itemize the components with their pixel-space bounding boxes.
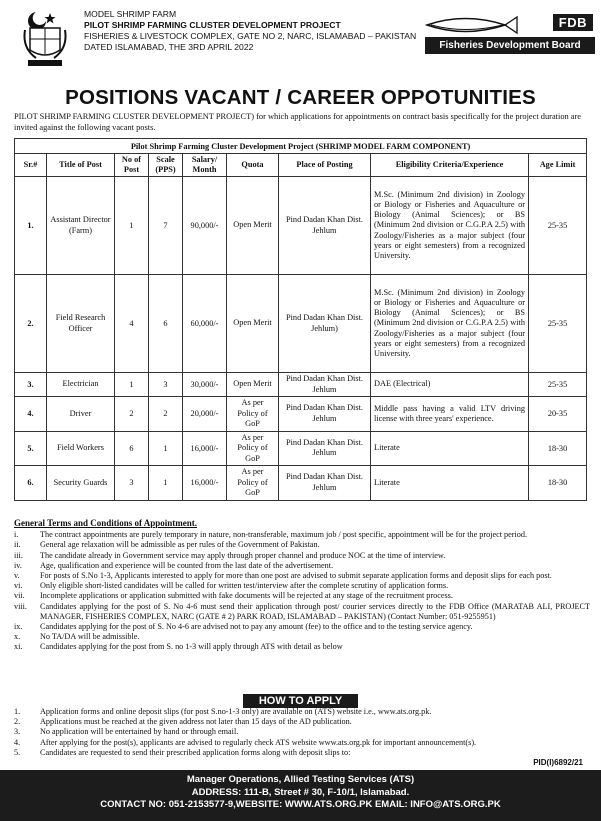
terms-item <box>14 581 590 591</box>
cell-elig: M.Sc. (Minimum 2nd division) in Zoology or Biology or Fisheries and Aquaculture or Biology (Animal Sciences); or BS (Minimum 2nd division or C.G.P.A 2.5) with Zoology/Fisheries as a major subject (four years or eight semesters) from a recognized University. <box>371 177 529 275</box>
how-to-apply-text: Applications must be reached at the given address not later than 15 days of the AD publication. <box>40 717 352 727</box>
cell-age: 18-30 <box>529 431 587 466</box>
how-to-apply-number: 1. <box>14 707 21 716</box>
header-line-4: DATED ISLAMABAD, THE 3RD APRIL 2022 <box>84 42 254 52</box>
table-header-row <box>15 154 587 177</box>
cell-posts: 1 <box>115 177 149 275</box>
terms-item <box>14 642 590 652</box>
header-line-1: MODEL SHRIMP FARM <box>84 9 177 19</box>
terms-item-text: Age, qualification and experience will be counted from the last date of the advertisement. <box>40 560 334 570</box>
cell-elig: Middle pass having a valid LTV driving license with three years' experience. <box>371 397 529 432</box>
cell-sr: 5. <box>15 431 47 466</box>
table-row <box>15 466 587 501</box>
cell-sr: 1. <box>15 177 47 275</box>
government-emblem-icon <box>22 8 68 68</box>
cell-place: Pind Dadan Khan Dist. Jehlum <box>279 373 371 397</box>
terms-item-text: Only eligible short-listed candidates will be called for written test/interview after the complete scrutiny of application forms. <box>40 581 449 591</box>
table-header-cell: Eligibility Criteria/Experience <box>371 154 529 177</box>
how-to-apply-heading: HOW TO APPLY <box>243 694 358 708</box>
how-to-apply-number: 4. <box>14 737 21 747</box>
cell-posts: 4 <box>115 275 149 373</box>
terms-item-text: Candidates applying for the post of S. No 4-6 must send their application through post/ courier services directly to the FDB Office (MARATAB ALI, PROJECT MANAGER, FISHERIES COMPLEX, NARC (GATE # 2) PARK ROAD, ISLAMABAD – PAKISTAN) (Contact Number: 051-9255951) <box>40 601 590 621</box>
table-row <box>15 397 587 432</box>
table-header-cell: Place of Posting <box>279 154 371 177</box>
vacancy-table <box>14 138 587 501</box>
terms-item-text: Candidates applying for the post of S. No 4-6 are advised not to pay any amount (fee) to the office and to the testing service agency. <box>40 622 473 632</box>
cell-elig: Literate <box>371 431 529 466</box>
cell-salary: 60,000/- <box>183 275 227 373</box>
header-line-2: PILOT SHRIMP FARMING CLUSTER DEVELOPMENT PROJECT <box>84 20 341 30</box>
cell-age: 20-35 <box>529 397 587 432</box>
table-header-cell: Sr.# <box>15 154 47 177</box>
terms-item-number: ii. <box>14 540 21 550</box>
how-to-apply-text: Candidates are requested to send their prescribed application forms along with deposit slips to: <box>40 747 351 757</box>
header <box>0 0 601 80</box>
cell-salary: 20,000/- <box>183 397 227 432</box>
page-title: POSITIONS VACANT / CAREER OPPOTUNITIES <box>65 86 536 109</box>
cell-salary: 30,000/- <box>183 373 227 397</box>
terms-item <box>14 540 590 550</box>
cell-scale: 2 <box>149 397 183 432</box>
terms-item-text: For posts of S.No 1-3, Applicants interested to apply for more than one post are advised to submit separate application forms and deposit slips for each post. <box>40 571 552 581</box>
terms-item <box>14 622 590 632</box>
terms-item-text: The contract appointments are purely temporary in nature, non-transferable, maximum job / post specific, appointment will be for the project period. <box>40 530 528 540</box>
terms-item <box>14 530 590 540</box>
terms-heading: General Terms and Conditions of Appointment. <box>14 518 198 528</box>
cell-age: 25-35 <box>529 275 587 373</box>
how-to-apply-item <box>14 707 590 717</box>
cell-quota: Open Merit <box>227 177 279 275</box>
cell-elig: DAE (Electrical) <box>371 373 529 397</box>
cell-quota: Open Merit <box>227 275 279 373</box>
footer-line-3: CONTACT NO: 051-2153577-9,WEBSITE: WWW.ATS.ORG.PK EMAIL: INFO@ATS.ORG.PK <box>100 799 501 810</box>
how-to-apply-text: Application forms and online deposit slips (for post S.no-1-3 only) are available on (ATS) website i.e., www.ats.org.pk. <box>40 707 432 716</box>
table-header-cell: Age Limit <box>529 154 587 177</box>
terms-item-number: vii. <box>14 591 25 601</box>
cell-quota: As per Policy of GoP <box>227 397 279 432</box>
terms-item-number: iv. <box>14 560 22 570</box>
terms-item-number: viii. <box>14 601 27 611</box>
cell-salary: 16,000/- <box>183 431 227 466</box>
terms-item <box>14 632 590 642</box>
cell-quota: As per Policy of GoP <box>227 431 279 466</box>
terms-item-number: i. <box>14 530 19 540</box>
terms-item-text: General age relaxation will be admissible as per rules of the Government of Pakistan. <box>40 540 320 550</box>
intro-text: PILOT SHRIMP FARMING CLUSTER DEVELOPMENT PROJECT) for which applications for appointments on contract basis specifically for the project duration are invited against the following vacant posts. <box>14 112 582 132</box>
cell-place: Pind Dadan Khan Dist. Jehlum <box>279 466 371 501</box>
how-to-apply-number: 5. <box>14 747 21 757</box>
cell-place: Pind Dadan Khan Dist. Jehlum <box>279 431 371 466</box>
cell-age: 25-35 <box>529 177 587 275</box>
cell-sr: 2. <box>15 275 47 373</box>
how-to-apply-number: 2. <box>14 717 21 727</box>
how-to-apply-item <box>14 738 590 748</box>
terms-item <box>14 602 590 622</box>
cell-quota: Open Merit <box>227 373 279 397</box>
how-to-apply-list <box>14 707 590 758</box>
cell-scale: 7 <box>149 177 183 275</box>
table-header-cell: Quota <box>227 154 279 177</box>
terms-item-text: Candidates applying for the post from S. no 1-3 will apply through ATS with detail as below <box>40 642 343 652</box>
terms-item-number: ix. <box>14 622 23 632</box>
terms-item <box>14 591 590 601</box>
table-header-cell: Salary/ Month <box>183 154 227 177</box>
pid-number: PID(I)6892/21 <box>533 758 583 767</box>
cell-quota: As per Policy of GoP <box>227 466 279 501</box>
how-to-apply-item <box>14 748 590 758</box>
cell-scale: 1 <box>149 466 183 501</box>
cell-age: 18-30 <box>529 466 587 501</box>
cell-salary: 90,000/- <box>183 177 227 275</box>
vacancy-table-wrap <box>14 138 586 501</box>
how-to-apply-text: After applying for the post(s), applicants are advised to regularly check ATS website www.ats.org.pk for important announcement(s). <box>40 737 477 747</box>
cell-posts: 6 <box>115 431 149 466</box>
terms-item-number: iii. <box>14 550 23 560</box>
fdb-name: Fisheries Development Board <box>425 37 595 54</box>
terms-item-number: xi. <box>14 642 23 652</box>
terms-item-number: vi. <box>14 581 23 591</box>
how-to-apply-item <box>14 727 590 737</box>
footer-line-1: Manager Operations, Allied Testing Services (ATS) <box>186 774 415 785</box>
table-row <box>15 431 587 466</box>
cell-title: Assistant Director (Farm) <box>47 177 115 275</box>
how-to-apply-text: No application will be entertained by hand or through email. <box>40 727 239 737</box>
terms-item-number: x. <box>14 632 21 642</box>
cell-place: Pind Dadan Khan Dist. Jehlum <box>279 397 371 432</box>
cell-place: Pind Dadan Khan Dist. Jehlum) <box>279 275 371 373</box>
cell-salary: 16,000/- <box>183 466 227 501</box>
terms-section <box>14 518 590 653</box>
footer <box>0 770 601 821</box>
table-row <box>15 373 587 397</box>
table-header-cell: Title of Post <box>47 154 115 177</box>
terms-item <box>14 551 590 561</box>
cell-age: 25-35 <box>529 373 587 397</box>
terms-item <box>14 571 590 581</box>
table-row <box>15 275 587 373</box>
cell-scale: 6 <box>149 275 183 373</box>
cell-elig: M.Sc. (Minimum 2nd division) in Zoology or Biology or Fisheries and Aquaculture or Biology (Animal Sciences); or BS (Minimum 2nd division or C.G.P.A 2.5) with Zoology/Fisheries as a major subject (four years or eight semesters) from a recognized University. <box>371 275 529 373</box>
terms-item-text: Incomplete applications or application submitted with fake documents will be rejected at any stage of the recruitment process. <box>40 591 453 601</box>
header-text <box>84 9 416 53</box>
cell-posts: 2 <box>115 397 149 432</box>
cell-title: Security Guards <box>47 466 115 501</box>
how-to-apply-number: 3. <box>14 727 21 737</box>
cell-posts: 1 <box>115 373 149 397</box>
cell-title: Field Research Officer <box>47 275 115 373</box>
cell-sr: 6. <box>15 466 47 501</box>
cell-title: Field Workers <box>47 431 115 466</box>
cell-scale: 3 <box>149 373 183 397</box>
fdb-abbrev: FDB <box>553 14 593 31</box>
cell-sr: 3. <box>15 373 47 397</box>
table-header-cell: No of Post <box>115 154 149 177</box>
terms-item-text: The candidate already in Government service may apply through proper channel and produce NOC at the time of interview. <box>40 550 446 560</box>
terms-item-number: v. <box>14 571 20 581</box>
terms-item <box>14 561 590 571</box>
cell-posts: 3 <box>115 466 149 501</box>
cell-elig: Literate <box>371 466 529 501</box>
cell-place: Pind Dadan Khan Dist. Jehlum <box>279 177 371 275</box>
cell-sr: 4. <box>15 397 47 432</box>
footer-line-2: ADDRESS: 111-B, Street # 30, F-10/1, Islamabad. <box>191 786 410 798</box>
header-line-3: FISHERIES & LIVESTOCK COMPLEX, GATE NO 2, NARC, ISLAMABAD – PAKISTAN <box>84 31 417 41</box>
fdb-logo <box>425 14 595 56</box>
table-header-cell: Scale (PPS) <box>149 154 183 177</box>
terms-item-text: No TA/DA will be admissible. <box>40 632 140 642</box>
table-row <box>15 177 587 275</box>
cell-scale: 1 <box>149 431 183 466</box>
cell-title: Electrician <box>47 373 115 397</box>
how-to-apply-item <box>14 717 590 727</box>
cell-title: Driver <box>47 397 115 432</box>
table-caption: Pilot Shrimp Farming Cluster Development Project (SHRIMP MODEL FARM COMPONENT) <box>15 139 587 154</box>
